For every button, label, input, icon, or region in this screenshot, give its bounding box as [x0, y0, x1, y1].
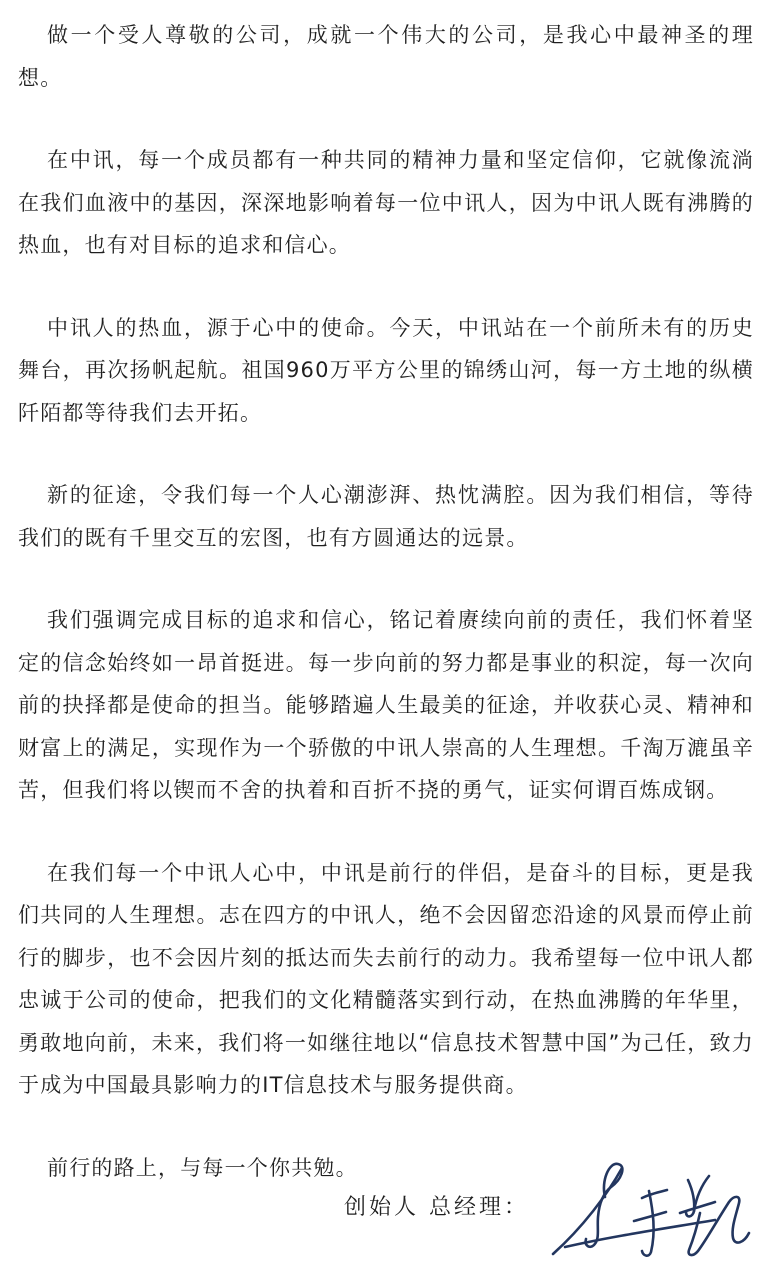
paragraph-perseverance: 我们强调完成目标的追求和信心，铭记着赓续向前的责任，我们怀着坚定的信念始终如一昂首挺进。每一步向前的努力都是事业的积淀，每一次向前的抉择都是使命的担当。能够踏遍人生最美的征途，并收获心灵、精神和财富上的满足，实现作为一个骄傲的中讯人崇高的人生理想。千淘万漉虽辛苦，但我们将以锲而不舍的执着和百折不挠的勇气，证实何谓百炼成钢。 [18, 608, 754, 802]
paragraph-mission: 中讯人的热血，源于心中的使命。今天，中讯站在一个前所未有的历史舞台，再次扬帆起航。祖国960万平方公里的锦绣山河，每一方土地的纵横阡陌都等待我们去开拓。 [18, 315, 754, 425]
paragraph-vision: 在我们每一个中讯人心中，中讯是前行的伴侣，是奋斗的目标，更是我们共同的人生理想。志在四方的中讯人，绝不会因留恋沿途的风景而停止前行的脚步，也不会因片刻的抵达而失去前行的动力。我希望每一位中讯人都忠诚于公司的使命，把我们的文化精髓落实到行动，在热血沸腾的年华里，勇敢地向前，未来，我们将一如继往地以“信息技术智慧中国”为己任，致力于成为中国最具影响力的IT信息技术与服务提供商。 [18, 860, 754, 1097]
founder-signature-handwriting [543, 1151, 758, 1266]
letter-body [18, 14, 754, 1189]
paragraph-shared-spirit: 在中讯，每一个成员都有一种共同的精神力量和坚定信仰，它就像流淌在我们血液中的基因，深深地影响着每一位中讯人，因为中讯人既有沸腾的热血，也有对目标的追求和信心。 [18, 148, 754, 257]
paragraph-closing: 前行的路上，与每一个你共勉。 [47, 1155, 358, 1180]
paragraph-ideal: 做一个受人尊敬的公司，成就一个伟大的公司，是我心中最神圣的理想。 [18, 23, 754, 90]
signature-title-label: 创始人 总经理： [344, 1194, 529, 1220]
paragraph-new-journey: 新的征途，令我们每一个人心潮澎湃、热忱满腔。因为我们相信，等待我们的既有千里交互的宏图，也有方圆通达的远景。 [18, 483, 754, 550]
signature-block [0, 1148, 758, 1268]
